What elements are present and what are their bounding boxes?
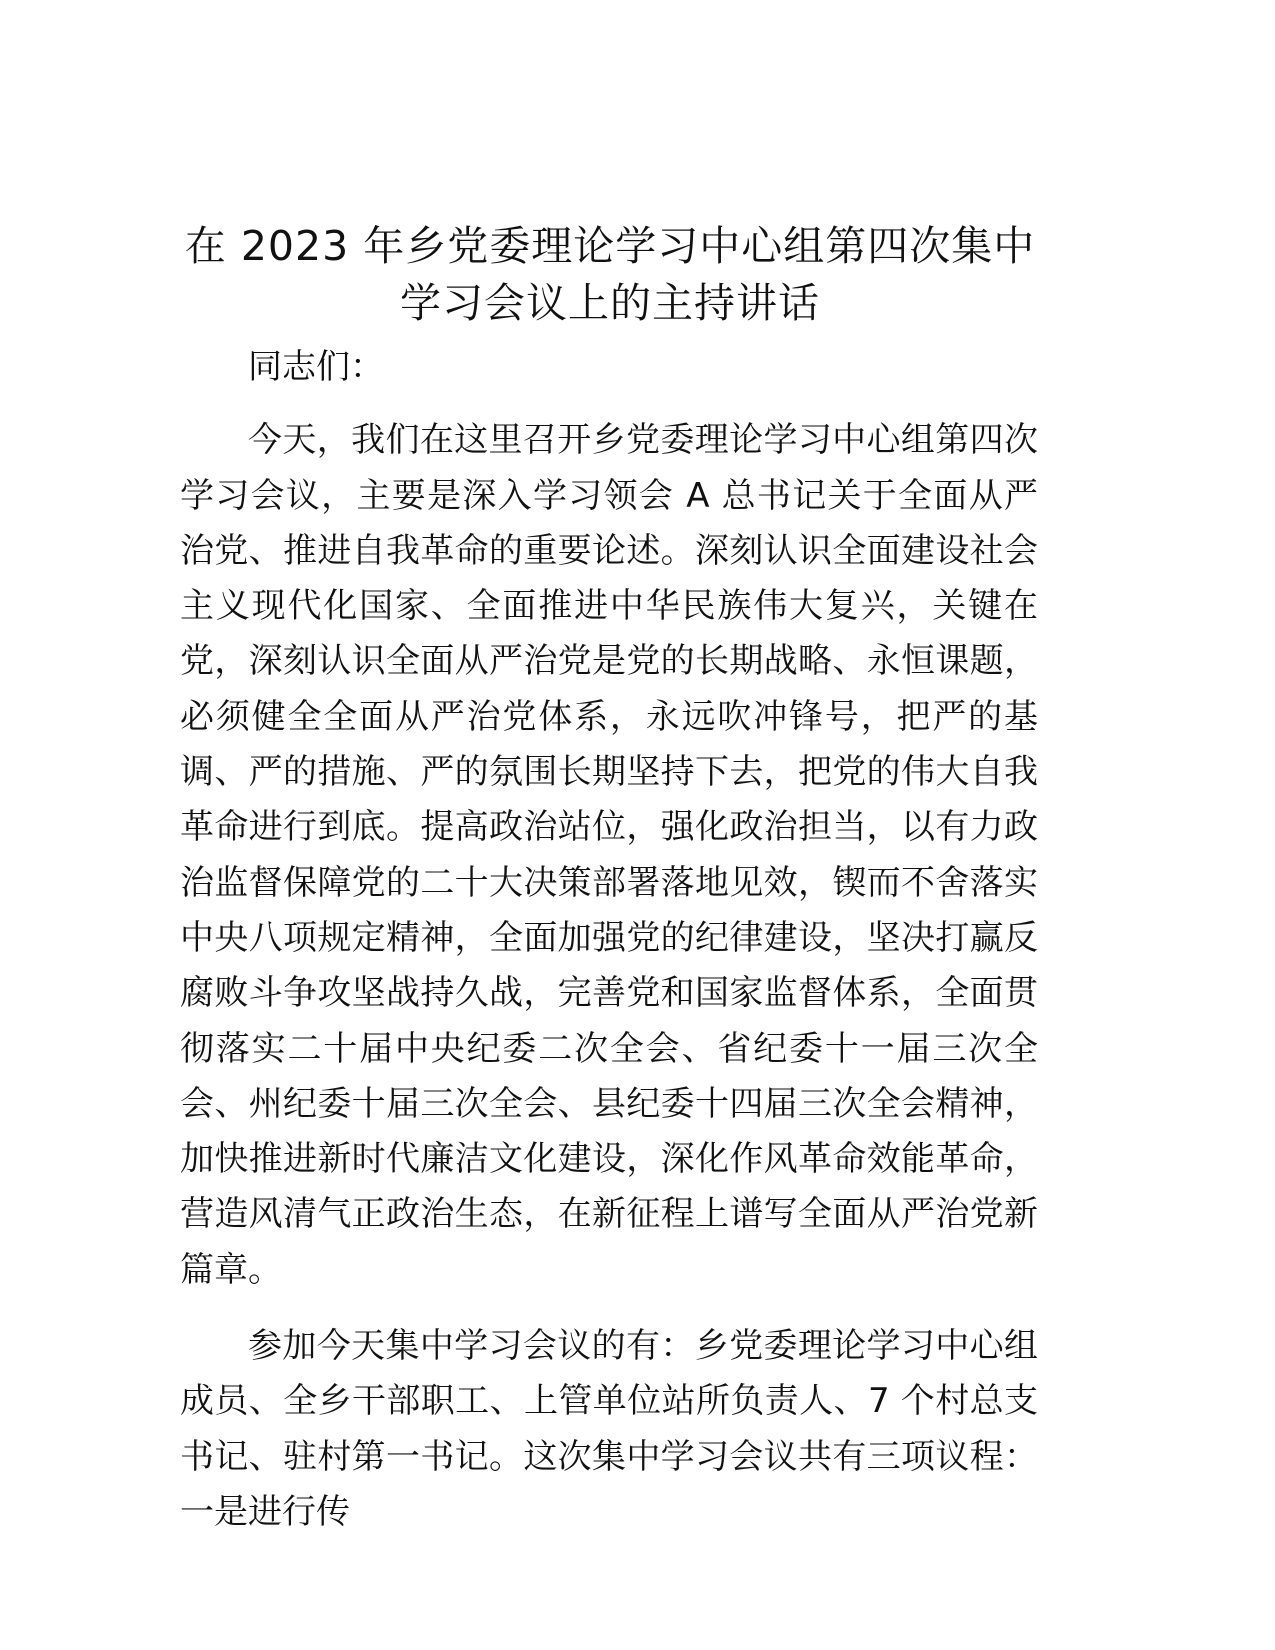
greeting-paragraph: 同志们：: [248, 347, 384, 387]
document-body: [180, 340, 1038, 1561]
body-paragraph-1: 今天，我们在这里召开乡党委理论学习中心组第四次学习会议，主要是深入学习领会 A 总书记关于全面从严治党、推进自我革命的重要论述。深刻认识全面建设社会主义现代化国家、全面推进中华民族伟大复兴，关键在党，深刻认识全面从严治党是党的长期战略、永恒课题，必须健全全面从严治党体系，永远吹冲锋号，把严的基调、严的措施、严的氛围长期坚持下去，把党的伟大自我革命进行到底。提高政治站位，强化政治担当，以有力政治监督保障党的二十大决策部署落地见效，锲而不舍落实中央八项规定精神，全面加强党的纪律建设，坚决打赢反腐败斗争攻坚战持久战，完善党和国家监督体系，全面贯彻落实二十届中央纪委二次全会、省纪委十一届三次全会、州纪委十届三次全会、县纪委十四届三次全会精神，加快推进新时代廉洁文化建设，深化作风革命效能革命，营造风清气正政治生态，在新征程上谱写全面从严治党新篇章。: [180, 420, 1038, 1290]
document-title: 在 2023 年乡党委理论学习中心组第四次集中学习会议上的主持讲话: [184, 222, 1036, 327]
body-paragraph-2: 参加今天集中学习会议的有：乡党委理论学习中心组成员、全乡干部职工、上管单位站所负责人、7 个村总支书记、驻村第一书记。这次集中学习会议共有三项议程：一是进行传: [180, 1326, 1038, 1532]
